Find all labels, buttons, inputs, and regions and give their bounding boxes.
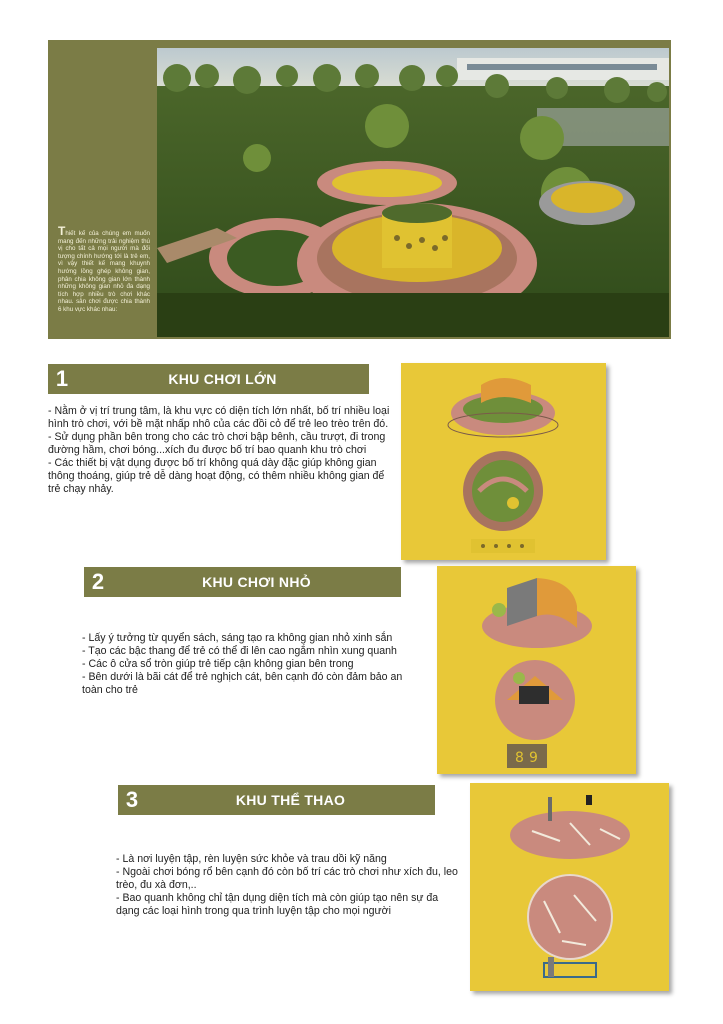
description-line: - Lấy ý tưởng từ quyển sách, sáng tạo ra không gian nhỏ xinh sắn [82, 632, 393, 644]
description-line: - Bên dưới là bãi cát để trẻ nghịch cát, bên cạnh đó còn đảm bảo an toàn cho trẻ [82, 671, 403, 696]
section-description [82, 632, 424, 697]
intro-text: Thiết kế của chúng em muốn mang đến những trải nghiệm thú vị cho tất cả mọi người mà đối tượng chính hướng tới là trẻ em, vì vậy thiết kế mang khuynh hướng lồng ghép không gian, phân chia không gian lớn thành những không gian nhỏ đa dạng tích hợp nhiều trò chơi khác nhau. sân chơi được chia thành 6 khu vực khác nhau: [58, 224, 150, 313]
section-title: KHU CHƠI LỚN [76, 364, 369, 394]
playground-render-image [157, 48, 669, 337]
description-line: - Là nơi luyện tập, rèn luyện sức khỏe và trau dồi kỹ năng [116, 853, 387, 865]
zone-2-illustration-panel [437, 566, 636, 774]
description-line: - Bao quanh không chỉ tận dụng diện tích mà còn giúp tạo nên sự đa dạng các loại hình trong qua trình luyện tập cho mọi người [116, 892, 439, 917]
description-line: - Nằm ở vị trí trung tâm, là khu vực có diện tích lớn nhất, bố trí nhiều loại hình trò chơi, với bề mặt nhấp nhô của các đồi cỏ để trẻ leo trèo trên đó. [48, 405, 390, 430]
zone-1-illustration-panel [401, 363, 606, 560]
svg-text:8: 8 [515, 750, 524, 766]
zone-3-illustration-panel [470, 783, 669, 991]
section-title: KHU THỂ THAO [146, 785, 435, 815]
section-description [116, 853, 458, 918]
section-title: KHU CHƠI NHỎ [112, 567, 401, 597]
section-number: 1 [48, 364, 76, 394]
description-line: - Các thiết bị vật dụng được bố trí không quá dày đặc giúp không gian thông thoáng, giúp trẻ dễ dàng hoạt động, có thêm nhiều không gian để trẻ chạy nhảy. [48, 457, 385, 495]
description-line: - Các ô cửa sổ tròn giúp trẻ tiếp cận không gian bên trong [82, 658, 354, 670]
description-line: - Ngoài chơi bóng rổ bên cạnh đó còn bố trí các trò chơi như xích đu, leo trèo, đu xà đơn,.. [116, 866, 458, 891]
description-line: - Tạo các bậc thang để trẻ có thể đi lên cao ngắm nhìn xung quanh [82, 645, 397, 657]
section-description [48, 405, 396, 496]
description-line: - Sử dụng phần bên trong cho các trò chơi bập bênh, cầu trượt, đi trong đường hầm, chơi bóng...xích đu được bố trí bao quanh khu trò chơi [48, 431, 386, 456]
section-number: 2 [84, 567, 112, 597]
section-number: 3 [118, 785, 146, 815]
svg-text:9: 9 [529, 750, 538, 766]
